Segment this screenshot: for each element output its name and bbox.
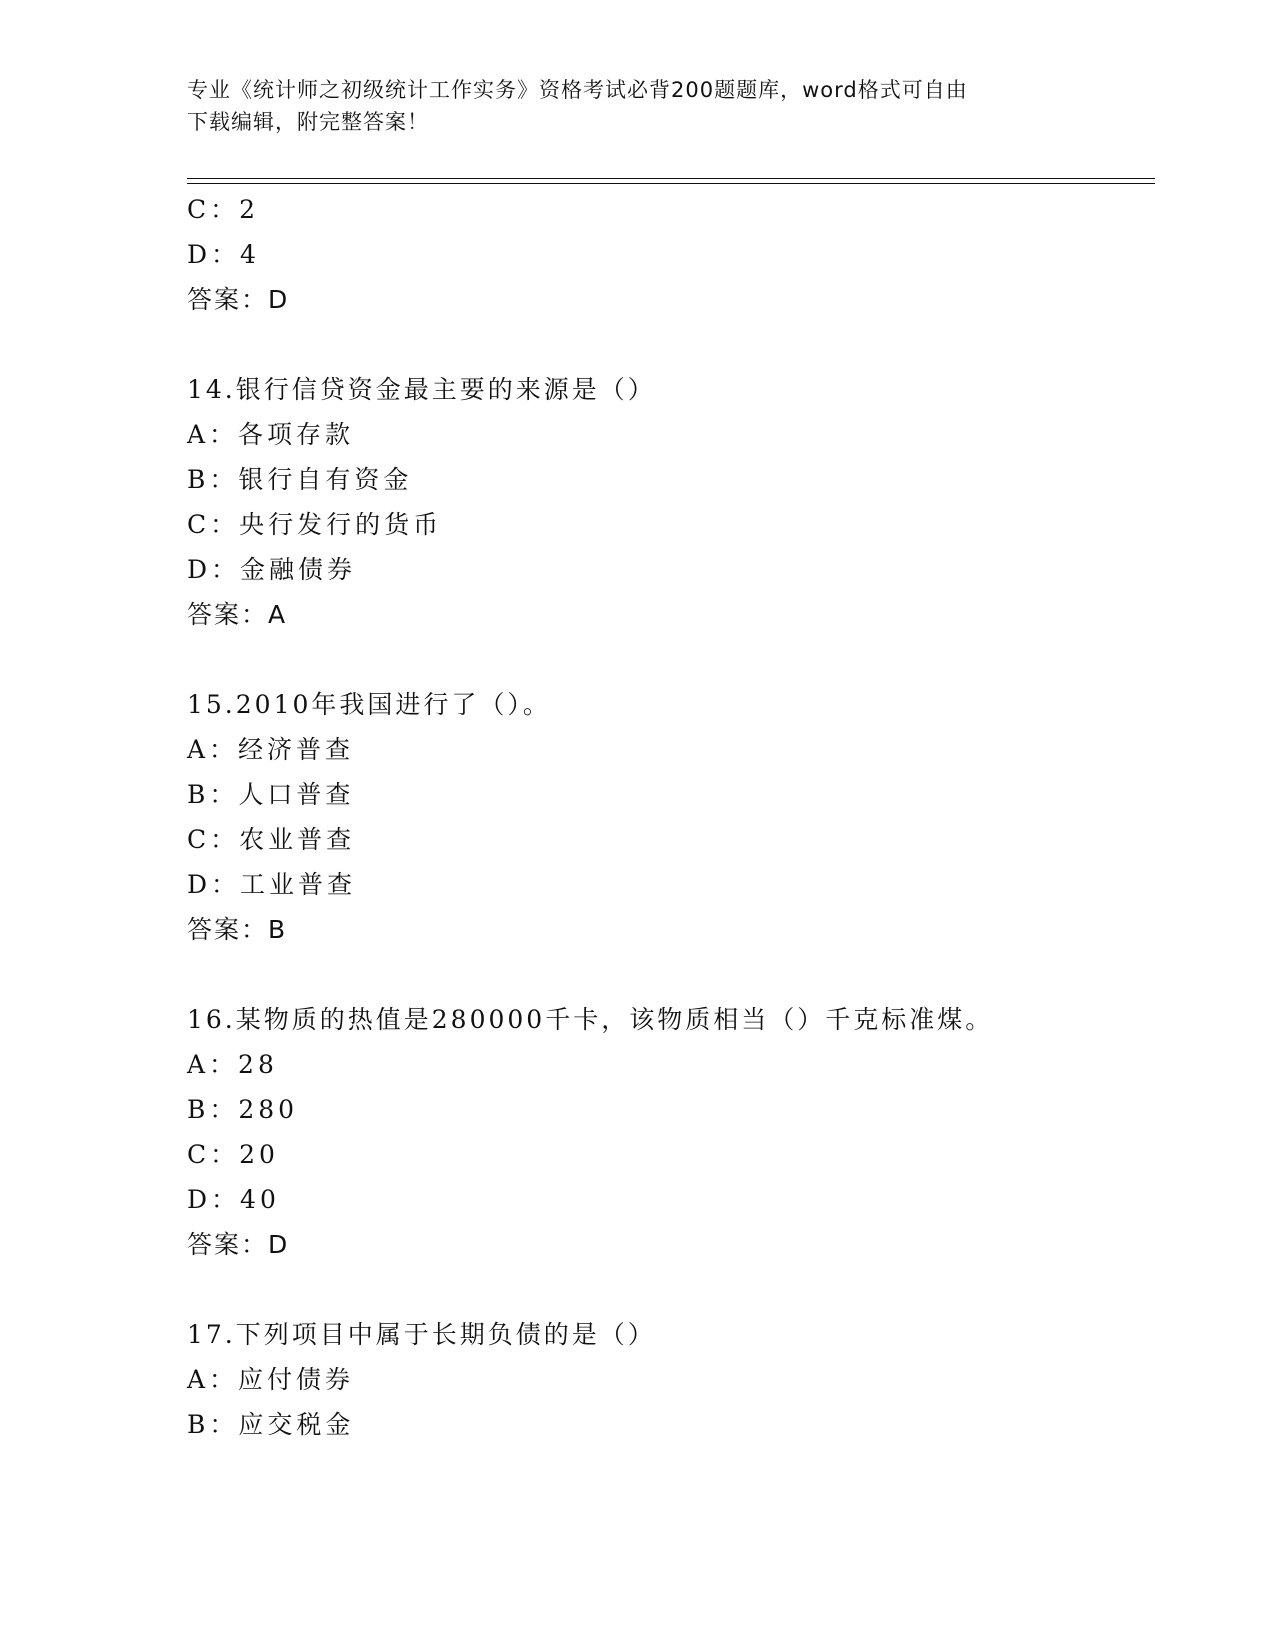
prev-option-c: C：2 bbox=[187, 195, 260, 224]
q14-answer: 答案：A bbox=[187, 600, 288, 629]
q14-stem: 14.银行信贷资金最主要的来源是（） bbox=[187, 375, 656, 404]
q15-option-b: B：人口普查 bbox=[187, 780, 355, 809]
q14-option-a: A：各项存款 bbox=[187, 420, 355, 449]
q16-stem: 16.某物质的热值是280000千卡，该物质相当（）千克标准煤。 bbox=[187, 1005, 994, 1034]
prev-option-d: D：4 bbox=[187, 240, 260, 269]
q14-option-b: B：银行自有资金 bbox=[187, 465, 413, 494]
q15-option-d: D：工业普查 bbox=[187, 870, 357, 899]
q15-option-a: A：经济普查 bbox=[187, 735, 355, 764]
q15-option-c: C：农业普查 bbox=[187, 825, 356, 854]
header-line-2: 下载编辑，附完整答案！ bbox=[187, 110, 429, 134]
q17-stem: 17.下列项目中属于长期负债的是（） bbox=[187, 1320, 656, 1349]
q14-option-d: D：金融债券 bbox=[187, 555, 357, 584]
prev-answer: 答案：D bbox=[187, 285, 290, 314]
q16-option-a: A：28 bbox=[187, 1050, 278, 1079]
q17-option-b: B：应交税金 bbox=[187, 1410, 355, 1439]
q15-answer: 答案：B bbox=[187, 915, 288, 944]
q16-option-c: C：20 bbox=[187, 1140, 279, 1169]
q16-option-b: B：280 bbox=[187, 1095, 299, 1124]
header-rule-top bbox=[187, 178, 1155, 179]
header-rule-bottom bbox=[187, 183, 1155, 184]
document-header bbox=[187, 74, 1087, 138]
q14-option-c: C：央行发行的货币 bbox=[187, 510, 443, 539]
q17-option-a: A：应付债券 bbox=[187, 1365, 355, 1394]
q16-answer: 答案：D bbox=[187, 1230, 290, 1259]
q15-stem: 15.2010年我国进行了（）。 bbox=[187, 690, 551, 719]
q16-option-d: D：40 bbox=[187, 1185, 280, 1214]
header-line-1: 专业《统计师之初级统计工作实务》资格考试必背200题题库，word格式可自由 bbox=[187, 78, 968, 102]
